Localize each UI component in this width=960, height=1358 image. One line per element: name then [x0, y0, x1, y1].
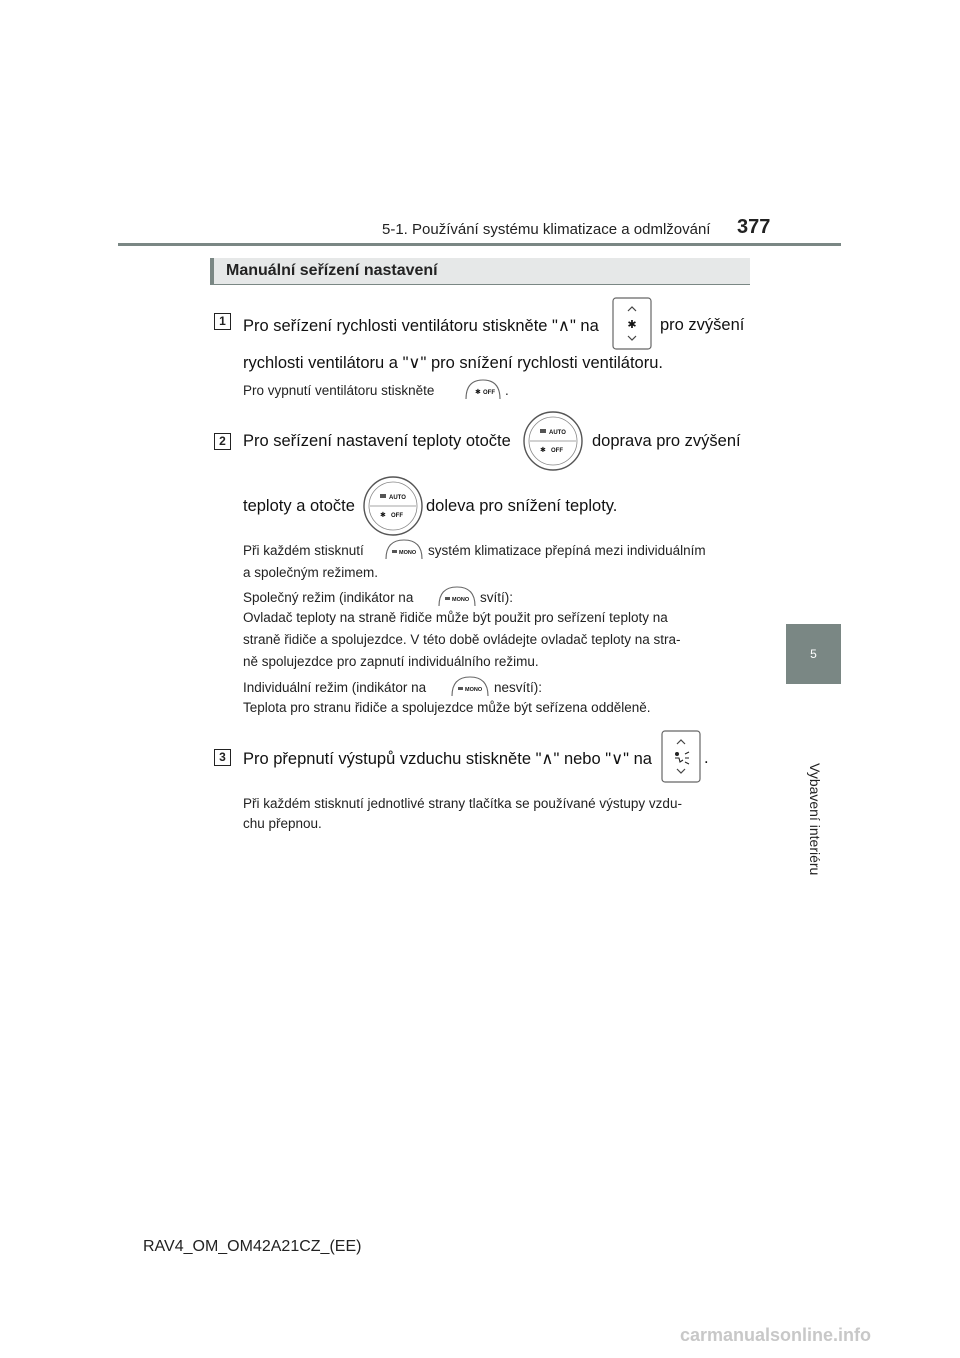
step-2-note1a: Při každém stisknutí: [243, 543, 364, 558]
temperature-dial-icon-2: [362, 475, 424, 537]
watermark: carmanualsonline.info: [680, 1325, 872, 1345]
chapter-tab: [786, 624, 841, 684]
mono-button-icon-3: [450, 675, 490, 697]
step-2-line1a: Pro seřízení nastavení teploty otočte: [243, 432, 511, 450]
footer-document-code: RAV4_OM_OM42A21CZ_(EE): [143, 1238, 362, 1255]
step-number-2: 2: [214, 433, 231, 450]
section-rule: [210, 284, 750, 285]
off-label-1: OFF: [551, 448, 563, 454]
step-2-line2b: doleva pro snížení teploty.: [426, 497, 618, 515]
mono-label-3: MONO: [465, 687, 483, 693]
svg-text:✱: ✱: [380, 512, 386, 519]
svg-text:✱: ✱: [475, 389, 481, 396]
auto-label-2: AUTO: [389, 495, 406, 501]
auto-label-1: AUTO: [549, 430, 566, 436]
fan-speed-button-icon: [612, 297, 652, 350]
step-3-note-b: chu přepnou.: [243, 816, 322, 831]
mono-button-icon-2: [437, 585, 477, 607]
page-number: 377: [737, 216, 771, 238]
step-3-note-a: Při každém stisknutí jednotlivé strany tlačítka se používané výstupy vzdu-: [243, 796, 682, 811]
step-1-line2: rychlosti ventilátoru a "∨" pro snížení rychlosti ventilátoru.: [243, 354, 663, 372]
step-1-line1a: Pro seřízení rychlosti ventilátoru stiskněte "∧" na: [243, 317, 599, 335]
step-2-note3a: Individuální režim (indikátor na: [243, 680, 427, 695]
off-label-2: OFF: [391, 513, 403, 519]
mono-button-icon-1: [384, 538, 424, 560]
header-section-title: 5-1. Používání systému klimatizace a odmlžování: [382, 221, 711, 238]
step-2-note2d: straně řidiče a spolujezdce. V této době ovládejte ovladač teploty na stra-: [243, 632, 681, 647]
mono-label-2: MONO: [452, 597, 470, 603]
off-label: OFF: [483, 390, 495, 396]
step-number-3: 3: [214, 749, 231, 766]
section-title: Manuální seřízení nastavení: [210, 258, 750, 284]
step-2-note1c: a společným režimem.: [243, 565, 379, 580]
step-2-note3b: nesvítí):: [494, 680, 543, 695]
step-3-line1a: Pro přepnutí výstupů vzduchu stiskněte "∧" nebo "∨" na: [243, 750, 652, 768]
step-1-note-a: Pro vypnutí ventilátoru stiskněte: [243, 383, 435, 398]
mono-label-1: MONO: [399, 550, 417, 556]
step-2-note2c: Ovladač teploty na straně řidiče může být použit pro seřízení teploty na: [243, 610, 668, 625]
air-outlet-button-icon: [661, 730, 701, 783]
step-2-note2a: Společný režim (indikátor na: [243, 590, 414, 605]
step-number-1: 1: [214, 313, 231, 330]
step-2-note2b: svítí):: [480, 590, 513, 605]
step-1-note-b: .: [505, 383, 509, 398]
temperature-dial-icon: [522, 410, 584, 472]
step-2-line1b: doprava pro zvýšení: [592, 432, 741, 450]
step-2-line2a: teploty a otočte: [243, 497, 355, 515]
svg-text:✱: ✱: [540, 447, 546, 454]
chapter-label: Vybavení interiéru: [807, 763, 823, 876]
step-2-note2e: ně spolujezdce pro zapnutí individuálního režimu.: [243, 654, 539, 669]
header-rule: [118, 243, 841, 246]
step-1-line1b: pro zvýšení: [660, 316, 745, 334]
step-3-line1b: .: [704, 749, 709, 767]
step-2-note3c: Teplota pro stranu řidiče a spolujezdce může být seřízena odděleně.: [243, 700, 651, 715]
step-2-note1b: systém klimatizace přepíná mezi individuálním: [428, 543, 706, 558]
chapter-number: 5: [810, 647, 817, 661]
svg-text:✱: ✱: [627, 319, 637, 331]
fan-off-button-icon: [464, 378, 502, 400]
